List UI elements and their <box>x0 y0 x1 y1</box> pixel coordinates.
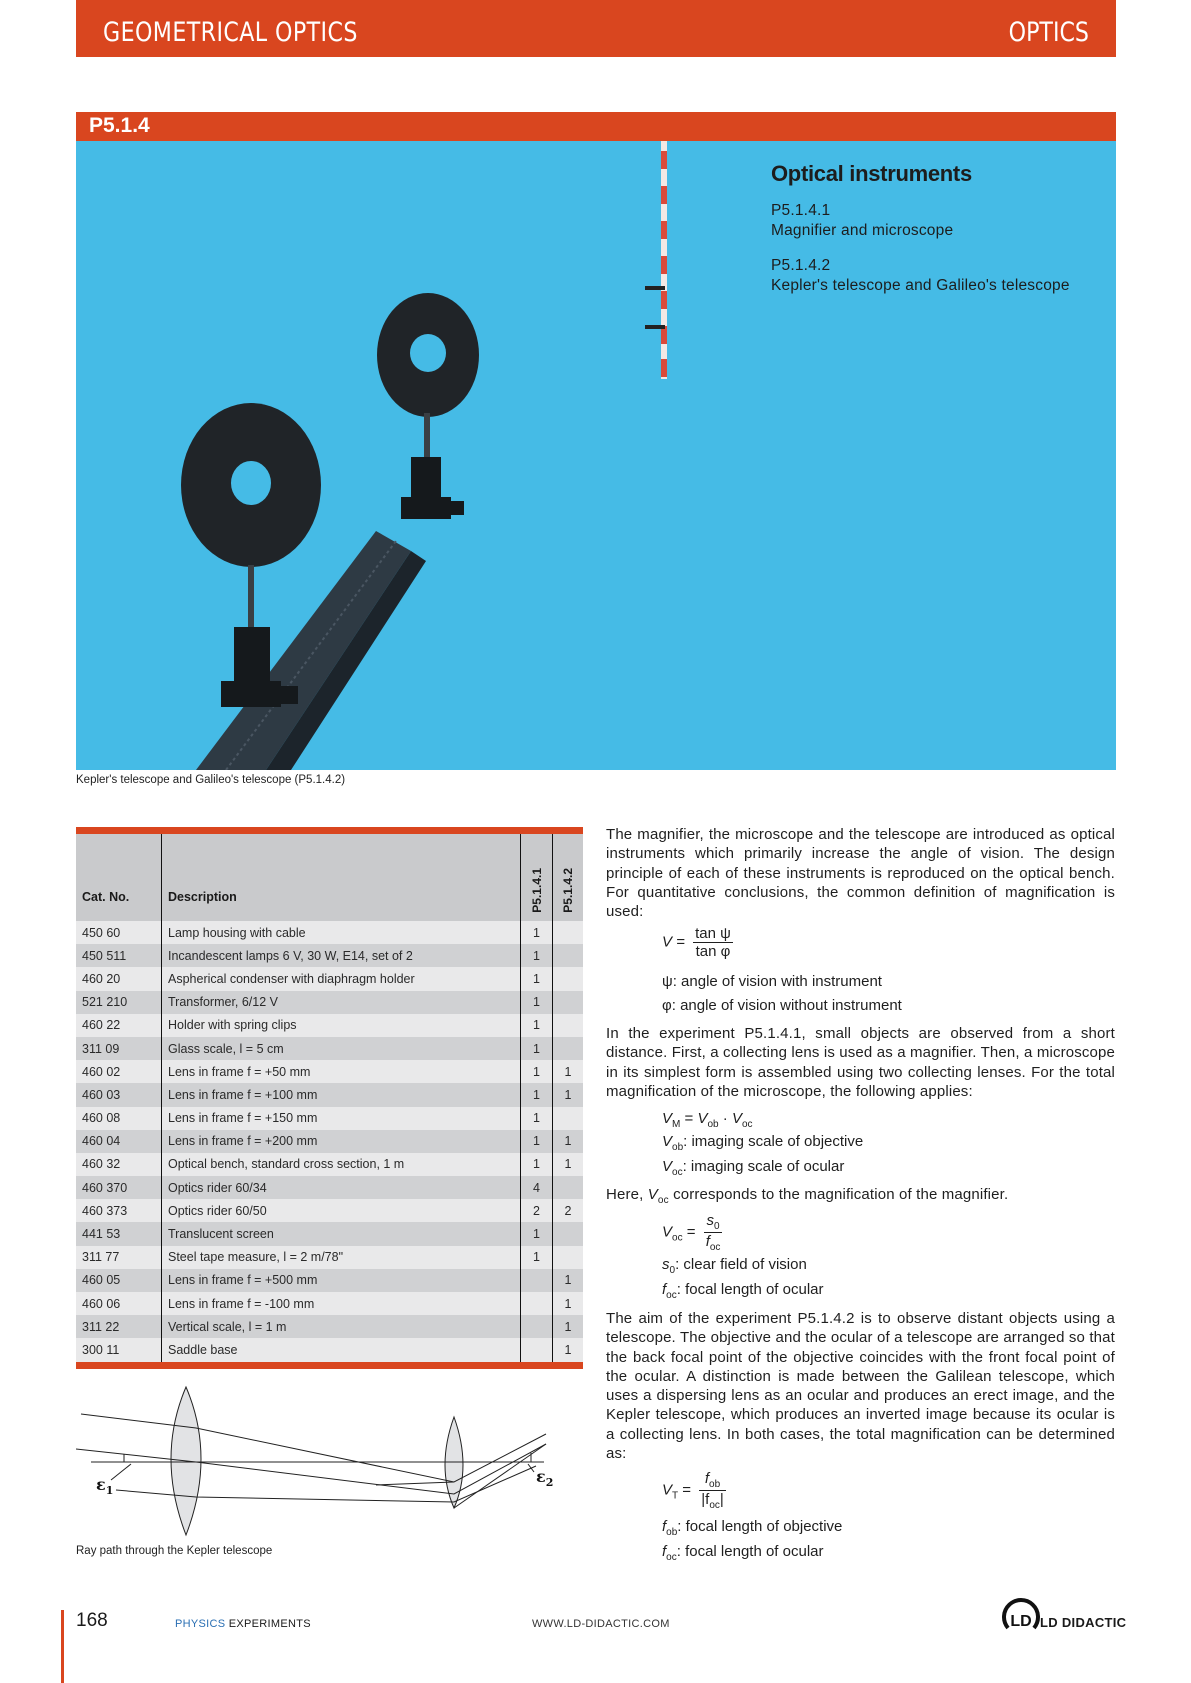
qty-p5141-cell: 1 <box>520 1130 552 1153</box>
section-title: Optical instruments <box>771 161 972 186</box>
diagram-caption: Ray path through the Kepler telescope <box>76 1545 273 1557</box>
qty-p5142-cell: 1 <box>552 1315 583 1338</box>
description-cell: Optics rider 60/50 <box>161 1199 596 1222</box>
qty-p5142-cell: 1 <box>552 1292 583 1315</box>
header-col-b <box>552 834 583 921</box>
table-top-rule <box>76 827 583 834</box>
table-row <box>76 991 583 1014</box>
experiment-name: Magnifier and microscope <box>771 222 954 239</box>
experiment-item <box>771 256 1070 296</box>
formula-magnification: V = $\frac{\text{tan ψ}}{\text{tan φ}}$ <box>662 925 731 960</box>
table-row <box>76 921 583 944</box>
header-description: Description <box>161 834 596 921</box>
cat-no-cell: 460 04 <box>82 1134 121 1149</box>
description-cell: Transformer, 6/12 V <box>161 991 596 1014</box>
qty-p5141-cell <box>520 1315 552 1338</box>
qty-p5141-cell: 1 <box>520 1153 552 1176</box>
qty-p5141-cell: 1 <box>520 1222 552 1245</box>
qty-p5142-cell: 1 <box>552 1153 583 1176</box>
formula-microscope: $V_M = V_{ob} \cdot V_{oc}$ <box>662 1110 753 1130</box>
definition-v-oc: $V_{oc}$: imaging scale of ocular <box>662 1158 845 1178</box>
qty-p5142-cell: 2 <box>552 1199 583 1222</box>
table-row <box>76 1246 583 1269</box>
cat-no-cell: 460 06 <box>82 1296 121 1311</box>
table-row <box>76 1269 583 1292</box>
qty-p5141-cell: 1 <box>520 1060 552 1083</box>
definition-f-oc: $f_{oc}$: focal length of ocular <box>662 1281 824 1301</box>
definition-phi: φ: angle of vision without instrument <box>662 997 902 1014</box>
table-header <box>76 834 583 921</box>
description-cell: Aspherical condenser with diaphragm holder <box>161 967 596 990</box>
description-cell: Lens in frame f = +100 mm <box>161 1083 596 1106</box>
kepler-ray-diagram <box>76 1382 576 1547</box>
cat-no-cell: 460 05 <box>82 1273 121 1288</box>
table-row <box>76 1292 583 1315</box>
cat-no-cell: 460 02 <box>82 1064 121 1079</box>
qty-p5142-cell: 1 <box>552 1083 583 1106</box>
cat-no-cell: 300 11 <box>82 1342 120 1357</box>
qty-p5141-cell: 4 <box>520 1176 552 1199</box>
chapter-title: GEOMETRICAL OPTICS <box>103 17 358 48</box>
formula-ocular: $V_{oc}$ = $\frac{s_0}{f_{oc}}$ <box>662 1212 721 1253</box>
table-row <box>76 1153 583 1176</box>
epsilon-2-label: $\varepsilon_2$ <box>536 1467 554 1489</box>
description-cell: Steel tape measure, l = 2 m/78" <box>161 1246 596 1269</box>
vertical-scale-illustration <box>645 141 667 379</box>
section-bar <box>76 112 1116 141</box>
experiment-item <box>771 201 953 241</box>
table-row <box>76 1037 583 1060</box>
qty-p5142-cell <box>552 1037 583 1060</box>
table-row <box>76 1199 583 1222</box>
qty-p5141-cell: 1 <box>520 1014 552 1037</box>
qty-p5142-cell <box>552 921 583 944</box>
qty-p5141-cell: 1 <box>520 944 552 967</box>
qty-p5142-cell <box>552 1014 583 1037</box>
table-row <box>76 1083 583 1106</box>
equipment-photo <box>76 141 1116 770</box>
description-cell: Incandescent lamps 6 V, 30 W, E14, set of 2 <box>161 944 596 967</box>
header-col-a <box>520 834 552 921</box>
epsilon-1-label: $\varepsilon_1$ <box>96 1475 114 1497</box>
qty-p5142-cell: 1 <box>552 1130 583 1153</box>
experiment-name: Kepler's telescope and Galileo's telescope <box>771 277 1070 294</box>
ray-path-illustration <box>76 1382 576 1542</box>
qty-p5142-cell: 1 <box>552 1060 583 1083</box>
description-cell: Lens in frame f = +50 mm <box>161 1060 596 1083</box>
description-cell: Optics rider 60/34 <box>161 1176 596 1199</box>
footer-url-link[interactable]: WWW.LD-DIDACTIC.COM <box>532 1618 670 1630</box>
description-cell: Lens in frame f = +150 mm <box>161 1107 596 1130</box>
telescope-photo-illustration <box>76 141 1116 770</box>
cat-no-cell: 460 32 <box>82 1157 121 1172</box>
qty-p5142-cell <box>552 944 583 967</box>
qty-p5141-cell: 1 <box>520 1107 552 1130</box>
table-row <box>76 1130 583 1153</box>
formula-telescope: $V_T$ = $\frac{f_{ob}}{|f_{oc}|}$ <box>662 1470 724 1511</box>
description-cell: Lamp housing with cable <box>161 921 596 944</box>
experiment-code: P5.1.4.1 <box>771 202 831 219</box>
header-col-b-label: P5.1.4.2 <box>561 868 575 913</box>
table-row <box>76 1060 583 1083</box>
cat-no-cell: 311 22 <box>82 1319 120 1334</box>
table-row <box>76 1222 583 1245</box>
table-row <box>76 944 583 967</box>
qty-p5142-cell <box>552 1176 583 1199</box>
rear-lens-illustration <box>377 293 479 519</box>
qty-p5141-cell: 1 <box>520 1246 552 1269</box>
footer-accent-bar <box>61 1610 64 1683</box>
qty-p5141-cell: 1 <box>520 921 552 944</box>
magnifier-sentence: Here, $V_{oc}$ corresponds to the magnification of the magnifier. <box>606 1186 1009 1206</box>
optical-bench-illustration <box>196 531 426 770</box>
qty-p5142-cell <box>552 967 583 990</box>
qty-p5142-cell: 1 <box>552 1269 583 1292</box>
table-row <box>76 1014 583 1037</box>
qty-p5141-cell <box>520 1338 552 1361</box>
description-cell: Lens in frame f = +500 mm <box>161 1269 596 1292</box>
qty-p5141-cell: 1 <box>520 1083 552 1106</box>
cat-no-cell: 450 511 <box>82 948 127 963</box>
definition-f-oc-2: $f_{oc}$: focal length of ocular <box>662 1543 824 1563</box>
description-cell: Saddle base <box>161 1338 596 1361</box>
cat-no-cell: 441 53 <box>82 1227 121 1242</box>
definition-s0: $s_0$: clear field of vision <box>662 1256 807 1276</box>
description-cell: Lens in frame f = -100 mm <box>161 1292 596 1315</box>
table-bottom-rule <box>76 1362 583 1369</box>
qty-p5141-cell <box>520 1292 552 1315</box>
ray-1 <box>81 1414 546 1482</box>
table-row <box>76 1338 583 1361</box>
ld-logo-icon <box>1000 1594 1042 1639</box>
qty-p5141-cell: 2 <box>520 1199 552 1222</box>
cat-no-cell: 460 373 <box>82 1203 128 1218</box>
description-cell: Holder with spring clips <box>161 1014 596 1037</box>
table-row <box>76 1107 583 1130</box>
qty-p5142-cell <box>552 991 583 1014</box>
table-row <box>76 967 583 990</box>
svg-text:LD: LD <box>1010 1613 1032 1630</box>
definition-f-ob: $f_{ob}$: focal length of objective <box>662 1518 843 1538</box>
cat-no-cell: 311 77 <box>82 1250 120 1265</box>
header-cat-no: Cat. No. <box>82 890 130 904</box>
section-code: P5.1.4 <box>89 114 150 137</box>
cat-no-cell: 521 210 <box>82 995 128 1010</box>
cat-no-cell: 460 370 <box>82 1180 128 1195</box>
table-body <box>76 921 583 1362</box>
qty-p5141-cell: 1 <box>520 991 552 1014</box>
qty-p5142-cell: 1 <box>552 1338 583 1361</box>
qty-p5141-cell: 1 <box>520 967 552 990</box>
microscope-paragraph: In the experiment P5.1.4.1, small objects are observed from a short distance. First, a collecting lens is used as a magnifier. Then, a microscope in its simplest form is assembled using two collecting lenses. For the total magnification of the microscope, the following applies: <box>606 1025 1116 1100</box>
brand-name: LD DIDACTIC <box>1040 1615 1127 1630</box>
cat-no-cell: 460 08 <box>82 1111 121 1126</box>
description-cell: Optical bench, standard cross section, 1 m <box>161 1153 596 1176</box>
table-row <box>76 1176 583 1199</box>
equipment-table <box>76 827 583 1369</box>
cat-no-cell: 460 03 <box>82 1087 121 1102</box>
qty-p5142-cell <box>552 1222 583 1245</box>
footer-series: PHYSICS EXPERIMENTS <box>175 1618 311 1630</box>
cat-no-cell: 460 22 <box>82 1018 121 1033</box>
telescope-paragraph: The aim of the experiment P5.1.4.2 is to observe distant objects using a telescope. The objective and the ocular of a telescope are arranged so that the back focal point of the objective coincides with the front focal point of the ocular. A distinction is made between the Galilean telescope, which uses a dispersing lens as an ocular and produces an erect image, and the Kepler telescope, which produces an inverted image because its ocular is a collecting lens. In both cases, the total magnification can be determined as: <box>606 1310 1115 1463</box>
header-col-a-label: P5.1.4.1 <box>529 868 544 913</box>
table-row <box>76 1315 583 1338</box>
definition-v-ob: $V_{ob}$: imaging scale of objective <box>662 1133 864 1153</box>
description-cell: Lens in frame f = +200 mm <box>161 1130 596 1153</box>
page-number: 168 <box>76 1610 108 1631</box>
subject-title: OPTICS <box>1008 17 1089 48</box>
definition-psi: ψ: angle of vision with instrument <box>662 973 882 990</box>
cat-no-cell: 311 09 <box>82 1041 120 1056</box>
qty-p5142-cell <box>552 1107 583 1130</box>
qty-p5142-cell <box>552 1246 583 1269</box>
chapter-header <box>76 0 1116 57</box>
photo-caption: Kepler's telescope and Galileo's telescope (P5.1.4.2) <box>76 774 346 786</box>
intro-paragraph: The magnifier, the microscope and the telescope are introduced as optical instruments which primarily increase the angle of vision. The design principle of each of these instruments is reproduced on the optical bench. For quantitative conclusions, the common definition of magnification is used: <box>606 826 1115 921</box>
description-cell: Translucent screen <box>161 1222 596 1245</box>
description-cell: Vertical scale, l = 1 m <box>161 1315 596 1338</box>
qty-p5141-cell <box>520 1269 552 1292</box>
experiment-code: P5.1.4.2 <box>771 257 831 274</box>
qty-p5141-cell: 1 <box>520 1037 552 1060</box>
cat-no-cell: 450 60 <box>82 925 121 940</box>
cat-no-cell: 460 20 <box>82 971 121 986</box>
description-cell: Glass scale, l = 5 cm <box>161 1037 596 1060</box>
